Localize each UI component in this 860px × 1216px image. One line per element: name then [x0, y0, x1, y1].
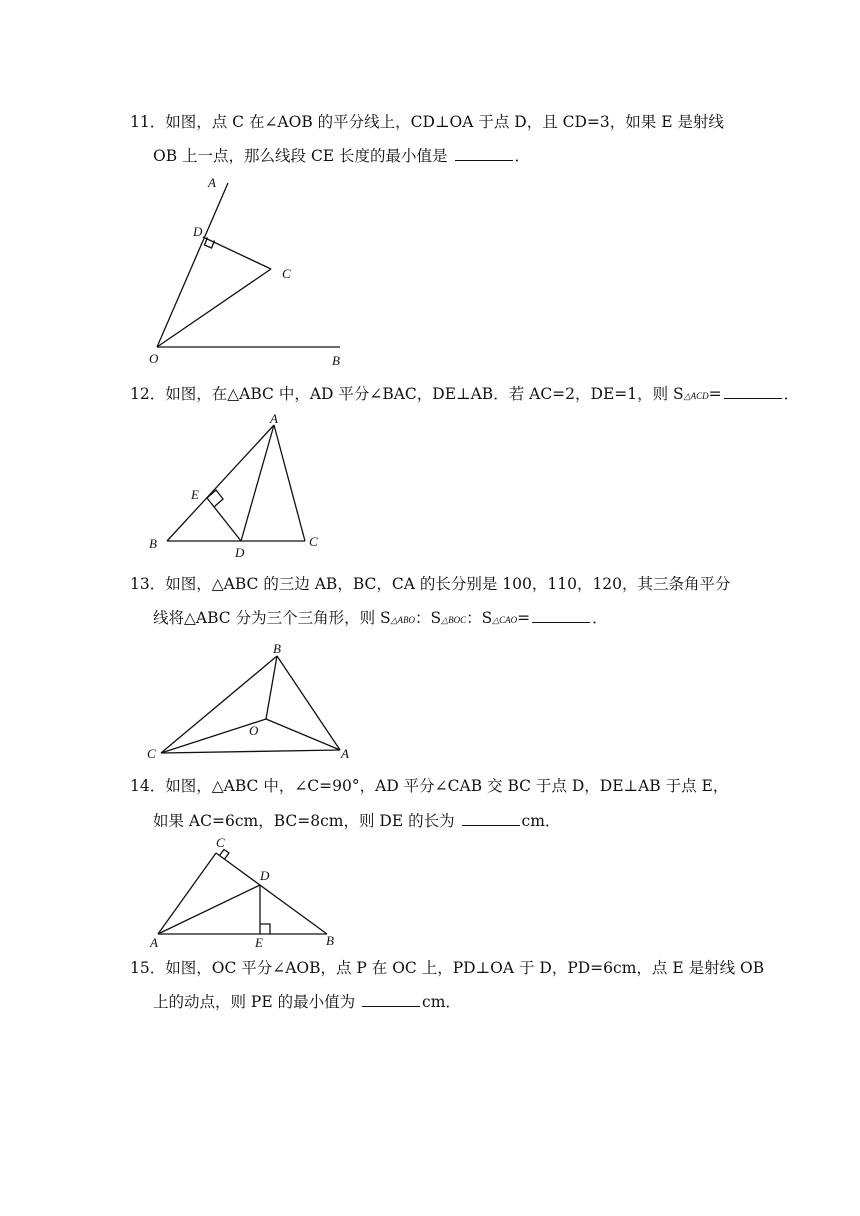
answer-blank[interactable] [462, 811, 520, 826]
label-o: O [149, 351, 159, 366]
problem-text: ．如图，在△ABC 中，AD 平分∠BAC，DE⊥AB．若 AC=2，DE=1，则 S [149, 385, 684, 403]
problem-text: ．如图，△ABC 中，∠C=90°，AD 平分∠CAB 交 BC 于点 D，DE⊥AB 于点 E， [149, 777, 729, 795]
label-c: C [147, 746, 156, 761]
problem-15-line-1 [130, 957, 764, 979]
problem-11-line-2: OB 上一点，那么线段 CE 长度的最小值是 ． [153, 147, 531, 165]
problem-11-line-1 [130, 111, 724, 133]
segment-de [207, 498, 241, 541]
figure-11 [140, 175, 370, 370]
segment-dc [203, 237, 271, 269]
right-angle-mark-c [220, 850, 230, 860]
label-d: D [235, 545, 245, 560]
problem-13-line-1 [130, 573, 731, 595]
label-b: B [273, 641, 281, 656]
label-e: E [191, 487, 199, 502]
figure-12 [145, 410, 335, 565]
label-b: B [149, 536, 157, 551]
right-angle-mark-e [260, 924, 270, 934]
problem-14-line-1 [130, 775, 728, 797]
problem-number: 14 [130, 777, 150, 795]
problem-14-line-2: 如果 AC=6cm，BC=8cm，则 DE 的长为 cm． [153, 812, 561, 830]
problem-text: ．如图，点 C 在∠AOB 的平分线上，CD⊥OA 于点 D，且 CD=3，如果 E 是射线 [149, 113, 724, 131]
label-a: A [341, 746, 349, 761]
label-b: B [326, 933, 334, 948]
segment-cb [161, 656, 277, 753]
problem-number: 12 [130, 385, 150, 403]
problem-text: 上的动点，则 PE 的最小值为 [153, 993, 356, 1011]
label-a: A [270, 411, 278, 426]
label-d: D [260, 868, 270, 883]
segment-ac [274, 425, 305, 541]
label-a: A [150, 935, 158, 950]
segment-ca [161, 750, 340, 753]
problem-text: 如果 AC=6cm，BC=8cm，则 DE 的长为 [153, 812, 455, 830]
segment-cb [216, 853, 327, 934]
problem-number: 11 [130, 113, 150, 131]
segment-bo [266, 656, 277, 719]
label-e: E [255, 935, 263, 950]
problem-15-line-2: 上的动点，则 PE 的最小值为 cm． [153, 993, 461, 1011]
figure-13 [145, 640, 360, 765]
segment-ba [277, 656, 340, 750]
label-d: D [193, 224, 203, 239]
answer-blank[interactable] [532, 608, 590, 623]
label-o: O [249, 723, 259, 738]
figure-14 [145, 833, 350, 953]
segment-ad [158, 885, 260, 934]
answer-blank[interactable] [724, 384, 782, 399]
problem-12-line-1: 12．如图，在△ABC 中，AD 平分∠BAC，DE⊥AB．若 AC=2，DE=1，则 S△ACD= ． [130, 385, 800, 403]
segment-ac [158, 853, 216, 934]
problem-text: ．如图，OC 平分∠AOB，点 P 在 OC 上，PD⊥OA 于 D，PD=6cm，点 E 是射线 OB [149, 959, 765, 977]
label-b: B [332, 353, 340, 368]
problem-text: OB 上一点，那么线段 CE 长度的最小值是 [153, 147, 448, 165]
problem-13-line-2: 线将△ABC 分为三个三角形，则 S△ABO：S△BOC：S△CAO= ． [153, 609, 608, 627]
right-angle-mark [207, 490, 223, 507]
label-c: C [282, 266, 291, 281]
label-c: C [216, 835, 225, 850]
answer-blank[interactable] [455, 146, 513, 161]
problem-text: ．如图，△ABC 的三边 AB，BC，CA 的长分别是 100，110，120，其三条角平分 [149, 575, 731, 593]
label-c: C [309, 534, 318, 549]
problem-number: 15 [130, 959, 150, 977]
problem-number: 13 [130, 575, 150, 593]
label-a: A [208, 175, 216, 190]
answer-blank[interactable] [362, 992, 420, 1007]
